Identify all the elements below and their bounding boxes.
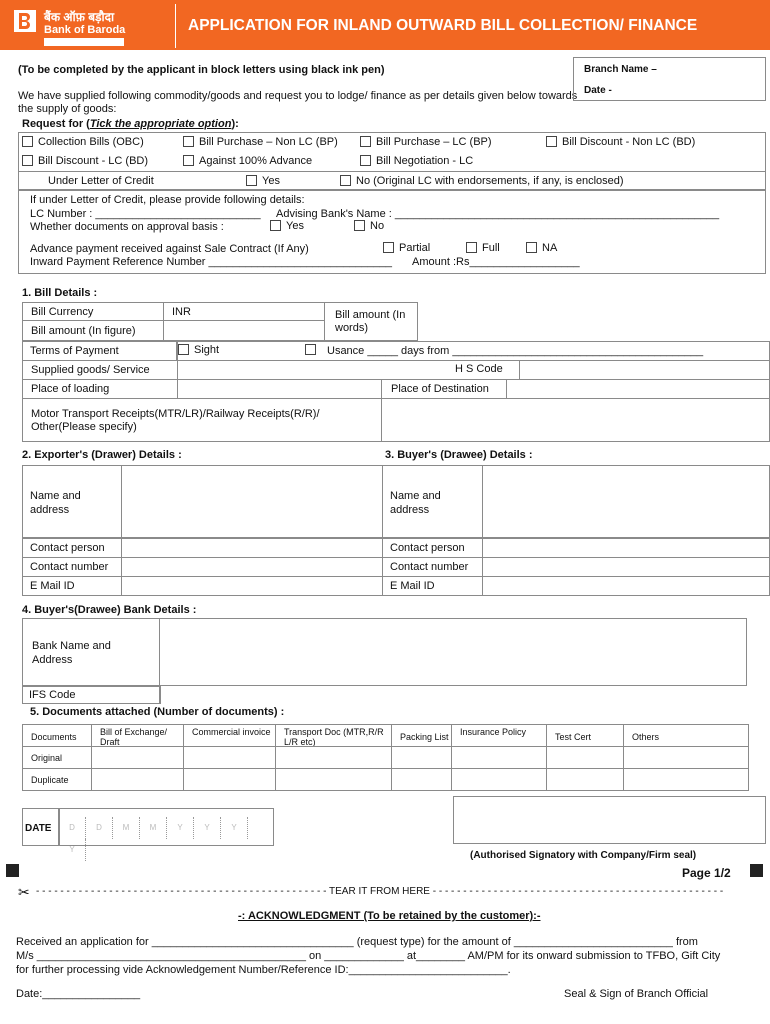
destination-input[interactable] bbox=[506, 379, 770, 399]
corner-mark bbox=[6, 864, 19, 877]
mtr-cell bbox=[22, 398, 382, 442]
doc-input-cell[interactable] bbox=[91, 768, 184, 791]
doc-header-label: Insurance Policy bbox=[460, 727, 527, 737]
mtr-input[interactable] bbox=[381, 398, 770, 442]
checkbox[interactable] bbox=[183, 155, 194, 166]
exporter-email-input[interactable] bbox=[121, 576, 383, 596]
doc-input-cell[interactable] bbox=[451, 746, 547, 769]
date-label: DATE bbox=[25, 823, 52, 834]
checkbox[interactable] bbox=[183, 136, 194, 147]
ack-title: -: ACKNOWLEDGMENT (To be retained by the customer):- bbox=[238, 910, 541, 922]
doc-input-cell[interactable] bbox=[91, 746, 184, 769]
bill-amount-figure-label: Bill amount (In figure) bbox=[31, 325, 136, 337]
doc-header-cell bbox=[391, 724, 452, 747]
checkbox[interactable] bbox=[383, 242, 394, 253]
ack-text bbox=[16, 935, 756, 977]
doc-row-label: Duplicate bbox=[31, 775, 69, 785]
checkbox[interactable] bbox=[466, 242, 477, 253]
buyer-contact-number-input[interactable] bbox=[482, 557, 770, 577]
destination-cell bbox=[381, 379, 507, 399]
ack-line2: M/s ____________________________________________ on _____________ at________ AM/PM for its onward submission to TFBO, Gift City bbox=[16, 950, 721, 962]
checkbox[interactable] bbox=[354, 220, 365, 231]
checkbox[interactable] bbox=[546, 136, 557, 147]
date-digit-box[interactable]: Y bbox=[221, 817, 248, 839]
tick-label: Tick the appropriate option bbox=[89, 118, 232, 130]
logo-strip bbox=[44, 38, 124, 46]
request-for-label bbox=[22, 118, 239, 130]
under-lc-yes[interactable] bbox=[246, 175, 280, 187]
opt-label: Partial bbox=[399, 242, 431, 254]
form-title: APPLICATION FOR INLAND OUTWARD BILL COLLECTION/ FINANCE bbox=[188, 17, 698, 34]
inward-amount[interactable]: Amount :Rs__________________ bbox=[412, 256, 580, 268]
checkbox[interactable] bbox=[305, 344, 316, 355]
hs-code-label: H S Code bbox=[455, 363, 503, 375]
opt-label: No (Original LC with endorsements, if any, is enclosed) bbox=[356, 175, 624, 187]
buyer-email-label: E Mail ID bbox=[390, 580, 435, 592]
page-number: Page 1/2 bbox=[682, 866, 731, 880]
date-digit-box[interactable]: D bbox=[59, 817, 86, 839]
ifs-input[interactable] bbox=[159, 686, 161, 704]
ifs-label: IFS Code bbox=[29, 689, 76, 701]
signatory-label: (Authorised Signatory with Company/Firm seal) bbox=[470, 850, 697, 861]
opt-label: Bill Purchase – Non LC (BP) bbox=[199, 136, 338, 148]
under-lc-no[interactable] bbox=[340, 175, 624, 187]
doc-input-cell[interactable] bbox=[546, 768, 624, 791]
bill-amount-words-cell bbox=[324, 302, 418, 341]
doc-header-cell bbox=[91, 724, 184, 747]
terms-label: Terms of Payment bbox=[30, 345, 119, 357]
doc-header-label: Documents bbox=[31, 732, 77, 742]
doc-header-cell bbox=[22, 724, 92, 747]
doc-input-cell bbox=[22, 768, 92, 791]
doc-header-label: Transport Doc (MTR,R/R L/R etc) bbox=[284, 727, 384, 747]
buyer-name-cell bbox=[382, 465, 483, 538]
advance-na[interactable] bbox=[526, 242, 557, 254]
date-digit-box[interactable]: M bbox=[140, 817, 167, 839]
checkbox[interactable] bbox=[340, 175, 351, 186]
header-bar bbox=[0, 0, 770, 50]
checkbox[interactable] bbox=[360, 136, 371, 147]
doc-header-cell bbox=[623, 724, 749, 747]
bank-name: Bank of Baroda bbox=[44, 24, 126, 36]
opt-label: Bill Purchase – LC (BP) bbox=[376, 136, 492, 148]
bill-amount-words-label: Bill amount (In words) bbox=[335, 309, 406, 334]
doc-header-cell bbox=[451, 724, 547, 747]
goods-cell bbox=[22, 360, 178, 380]
buyer-name-input[interactable] bbox=[482, 465, 770, 538]
doc-input-cell[interactable] bbox=[391, 746, 452, 769]
doc-input-cell[interactable] bbox=[183, 746, 276, 769]
doc-header-label: Test Cert bbox=[555, 732, 592, 742]
opt-bp-lc[interactable] bbox=[360, 136, 492, 148]
doc-input-cell[interactable] bbox=[546, 746, 624, 769]
opt-bp-nonlc[interactable] bbox=[183, 136, 338, 148]
opt-label: Bill Negotiation - LC bbox=[376, 155, 474, 167]
doc-header-label: Packing List bbox=[400, 732, 449, 742]
hs-code-input[interactable] bbox=[519, 360, 770, 380]
checkbox[interactable] bbox=[178, 344, 189, 355]
terms-sight[interactable] bbox=[178, 344, 219, 356]
buyer-email-cell bbox=[382, 576, 483, 596]
doc-input-cell[interactable] bbox=[275, 768, 392, 791]
mtr-label: Motor Transport Receipts(MTR/LR)/Railway Receipts(R/R)/ Other(Please specify) bbox=[31, 408, 320, 433]
corner-mark bbox=[750, 864, 763, 877]
opt-negotiation[interactable] bbox=[360, 155, 473, 167]
bank-logo-icon bbox=[14, 10, 36, 32]
bill-currency-label: Bill Currency bbox=[31, 306, 94, 318]
bill-currency-value-cell[interactable] bbox=[163, 302, 325, 321]
branch-box[interactable] bbox=[573, 57, 766, 101]
doc-header-cell bbox=[183, 724, 276, 747]
buyer-email-input[interactable] bbox=[482, 576, 770, 596]
doc-header-label: Bill of Exchange/ Draft bbox=[100, 727, 168, 747]
goods-label: Supplied goods/ Service bbox=[31, 364, 150, 376]
advance-partial[interactable] bbox=[383, 242, 430, 254]
request-close: ): bbox=[231, 118, 239, 130]
date-digit-box[interactable]: Y bbox=[59, 839, 86, 861]
bank-name-label: Bank Name and Address bbox=[32, 640, 111, 666]
exporter-contact-person-label: Contact person bbox=[30, 542, 105, 554]
bill-amount-figure-input[interactable] bbox=[163, 320, 325, 341]
checkbox[interactable] bbox=[22, 155, 33, 166]
doc-input-cell[interactable] bbox=[623, 768, 749, 791]
bill-heading: 1. Bill Details : bbox=[22, 287, 98, 299]
exporter-contact-number-label: Contact number bbox=[30, 561, 109, 573]
exporter-contact-person-cell bbox=[22, 538, 122, 558]
under-lc-label: Under Letter of Credit bbox=[48, 175, 154, 187]
advance-full[interactable] bbox=[466, 242, 500, 254]
divider bbox=[18, 171, 766, 172]
ifs-cell bbox=[22, 686, 160, 704]
date-label-cell bbox=[22, 808, 60, 846]
date-label: Date - bbox=[584, 85, 612, 96]
buyer-heading: 3. Buyer's (Drawee) Details : bbox=[385, 449, 533, 461]
bank-name-hindi: बैंक ऑफ़ बड़ौदा bbox=[44, 10, 115, 24]
lc-line1: If under Letter of Credit, please provide following details: bbox=[30, 194, 305, 206]
doc-input-cell[interactable] bbox=[451, 768, 547, 791]
buyer-contact-person-input[interactable] bbox=[482, 538, 770, 558]
date-digit-box[interactable]: M bbox=[113, 817, 140, 839]
opt-label: Sight bbox=[194, 344, 220, 356]
opt-label: No bbox=[370, 220, 385, 232]
loading-input[interactable] bbox=[177, 379, 382, 399]
doc-row-label: Original bbox=[31, 753, 63, 763]
opt-label: Full bbox=[482, 242, 500, 254]
bank-name-input[interactable] bbox=[159, 618, 747, 686]
loading-cell bbox=[22, 379, 178, 399]
doc-input-cell[interactable] bbox=[183, 768, 276, 791]
lc-number[interactable]: LC Number : ___________________________ bbox=[30, 208, 261, 220]
doc-input-cell[interactable] bbox=[275, 746, 392, 769]
date-digit-box[interactable]: D bbox=[86, 817, 113, 839]
exporter-email-label: E Mail ID bbox=[30, 580, 75, 592]
instruction-text: (To be completed by the applicant in block letters using black ink pen) bbox=[18, 64, 385, 76]
date-digit-box[interactable]: Y bbox=[167, 817, 194, 839]
doc-input-cell[interactable] bbox=[623, 746, 749, 769]
opt-label: Yes bbox=[286, 220, 304, 232]
usance-text[interactable]: Usance _____ days from _________________________________________ bbox=[327, 345, 704, 357]
advance-label: Advance payment received against Sale Contract (If Any) bbox=[30, 243, 309, 255]
opt-label: Bill Discount - LC (BD) bbox=[38, 155, 149, 167]
advising-bank[interactable]: Advising Bank's Name : _____________________________________________________ bbox=[276, 208, 720, 220]
buyer-bank-heading: 4. Buyer's(Drawee) Bank Details : bbox=[22, 604, 197, 616]
doc-header-label: Others bbox=[632, 732, 660, 742]
signature-box[interactable] bbox=[453, 796, 766, 844]
buyer-name-label: Name and address bbox=[390, 490, 441, 516]
doc-header-cell bbox=[546, 724, 624, 747]
doc-header-label: Commercial invoice bbox=[192, 727, 271, 737]
approval-yes[interactable] bbox=[270, 220, 304, 232]
opt-collection-bills[interactable] bbox=[22, 136, 144, 148]
exporter-heading: 2. Exporter's (Drawer) Details : bbox=[22, 449, 182, 461]
opt-label: Bill Discount - Non LC (BD) bbox=[562, 136, 696, 148]
checkbox[interactable] bbox=[360, 155, 371, 166]
documents-heading: 5. Documents attached (Number of documents) : bbox=[30, 706, 285, 718]
buyer-contact-number-cell bbox=[382, 557, 483, 577]
bill-currency-value: INR bbox=[172, 306, 191, 318]
approval-basis-label: Whether documents on approval basis : bbox=[30, 221, 224, 233]
approval-no[interactable] bbox=[354, 220, 384, 232]
ack-seal: Seal & Sign of Branch Official bbox=[564, 988, 709, 1000]
doc-input-cell bbox=[22, 746, 92, 769]
exporter-contact-number-input[interactable] bbox=[121, 557, 383, 577]
opt-advance[interactable] bbox=[183, 155, 312, 167]
exporter-contact-person-input[interactable] bbox=[121, 538, 383, 558]
date-digit-box[interactable]: Y bbox=[194, 817, 221, 839]
opt-label: NA bbox=[542, 242, 558, 254]
ack-line1: Received an application for _________________________________ (request type) for the amount of __________________________ from bbox=[16, 936, 698, 948]
exporter-name-input[interactable] bbox=[121, 465, 383, 538]
exporter-name-label: Name and address bbox=[30, 490, 81, 516]
opt-label: Collection Bills (OBC) bbox=[38, 136, 144, 148]
scissors-icon: ✂ bbox=[18, 884, 30, 900]
tear-line: - - - - - - - - - - - - - - - - - - - - - - - - - - - - - - - - - - - - - - - - - - - - - - - - TEAR IT FROM HERE - - - - - - - - - - - - - - - - - - - - - - - - - - - - - - - - - - - - - - - - - - - - - - - - bbox=[36, 886, 724, 897]
checkbox[interactable] bbox=[246, 175, 257, 186]
exporter-email-cell bbox=[22, 576, 122, 596]
bank-name-cell bbox=[22, 618, 160, 686]
date-boxes[interactable] bbox=[58, 808, 274, 854]
opt-bd-nonlc[interactable] bbox=[546, 136, 695, 148]
ack-date[interactable]: Date:________________ bbox=[16, 988, 141, 1000]
ack-line3: for further processing vide Acknowledgement Number/Reference ID:__________________________. bbox=[16, 964, 511, 976]
bill-amount-figure-cell bbox=[22, 320, 164, 341]
doc-input-cell[interactable] bbox=[391, 768, 452, 791]
intro-text: We have supplied following commodity/goods and request you to lodge/ finance as per details given below towards the supply of goods: bbox=[18, 90, 578, 115]
branch-name-label: Branch Name – bbox=[584, 64, 657, 75]
exporter-contact-number-cell bbox=[22, 557, 122, 577]
buyer-contact-number-label: Contact number bbox=[390, 561, 469, 573]
buyer-contact-person-cell bbox=[382, 538, 483, 558]
terms-usance[interactable] bbox=[305, 344, 321, 356]
opt-label: Yes bbox=[262, 175, 280, 187]
buyer-contact-person-label: Contact person bbox=[390, 542, 465, 554]
checkbox[interactable] bbox=[270, 220, 281, 231]
checkbox[interactable] bbox=[22, 136, 33, 147]
destination-label: Place of Destination bbox=[391, 383, 489, 395]
exporter-name-cell bbox=[22, 465, 122, 538]
bill-currency-cell bbox=[22, 302, 164, 321]
bank-logo bbox=[6, 4, 176, 48]
opt-label: Against 100% Advance bbox=[199, 155, 313, 167]
request-label: Request for ( bbox=[22, 118, 90, 130]
inward-ref[interactable]: Inward Payment Reference Number ______________________________ bbox=[30, 256, 393, 268]
loading-label: Place of loading bbox=[31, 383, 110, 395]
checkbox[interactable] bbox=[526, 242, 537, 253]
doc-header-cell bbox=[275, 724, 392, 747]
opt-bd-lc[interactable] bbox=[22, 155, 148, 167]
